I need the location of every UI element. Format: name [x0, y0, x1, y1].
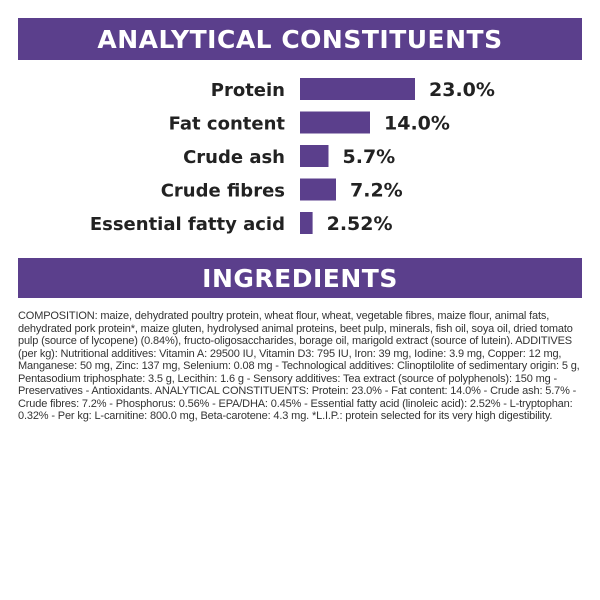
bar: [300, 145, 329, 167]
category-label: Essential fatty acid: [89, 214, 285, 235]
analytical-constituents-header: ANALYTICAL CONSTITUENTS: [18, 18, 582, 60]
value-label: 7.2%: [350, 179, 403, 202]
bar: [300, 212, 313, 234]
category-label: Crude ash: [183, 147, 285, 168]
bar: [300, 112, 370, 134]
bar: [300, 179, 336, 201]
category-label: Protein: [210, 80, 285, 101]
value-label: 23.0%: [429, 79, 495, 101]
ingredients-text: COMPOSITION: maize, dehydrated poultry protein, wheat flour, wheat, vegetable fibres, maize flour, animal fats, dehydrated pork protein*, maize gluten, hydrolysed animal proteins, beet pulp, minerals, fish oil, soya oil, dried tomato pulp (source of lycopene) (0.84%), fructo-oligosaccharides, borage oil, marigold extract (source of lutein). ADDITIVES (per kg): Nutritional additives: Vitamin A: 29500 IU, Vitamin D3: 795 IU, Iron: 39 mg, Iodine: 3.9 mg, Copper: 12 mg, Manganese: 50 mg, Zinc: 137 mg, Selenium: 0.08 mg - Technological additives: Clinoptilolite of sedimentary origin: 5 g, Pentasodium triphosphate: 3.5 g, Lecithin: 1.6 g - Sensory additives: Tea extract (source of polyphenols): 150 mg - Preservatives - Antioxidants. ANALYTICAL CONSTITUENTS: Protein: 23.0% - Fat content: 14.0% - Crude ash: 5.7% - Crude fibres: 7.2% - Phosphorus: 0.56% - EPA/DHA: 0.45% - Essential fatty acid (linoleic acid): 2.52% - L-tryptophan: 0.32% - Per kg: L-carnitine: 800.0 mg, Beta-carotene: 4.3 mg. *L.I.P.: protein selected for its very high digestibility.: [18, 310, 580, 422]
constituents-bar-chart: [0, 0, 600, 250]
bar: [300, 78, 415, 100]
category-label: Fat content: [168, 113, 285, 135]
ingredients-header: INGREDIENTS: [18, 258, 582, 298]
value-label: 5.7%: [342, 146, 396, 168]
value-label: 2.52%: [326, 213, 393, 235]
value-label: 14.0%: [384, 112, 450, 135]
category-label: Crude fibres: [160, 180, 285, 202]
